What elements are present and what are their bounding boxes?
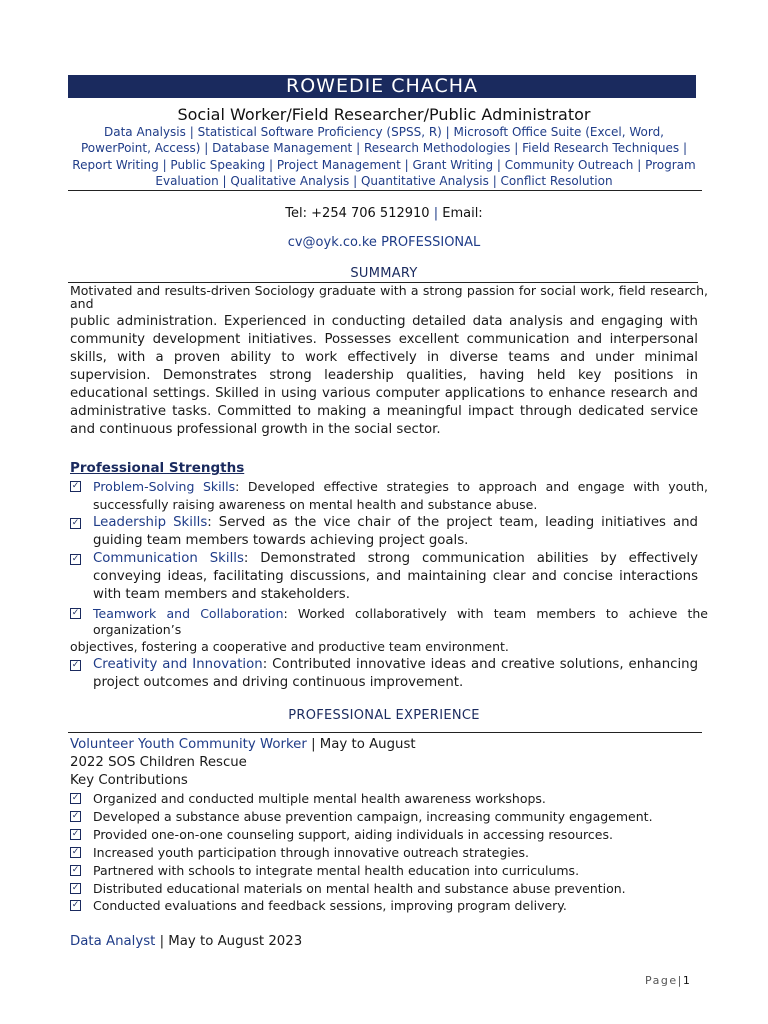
skill-tag: Report Writing — [72, 157, 159, 172]
strength-text: : Contributed innovative ideas and creative solutions, enhancing project outcomes and driving continuous improvement. — [93, 657, 699, 690]
strength-term: Creativity and Innovation — [93, 657, 263, 672]
job-1-contrib-heading: Key Contributions — [70, 773, 188, 788]
summary-first-line: Motivated and results-driven Sociology graduate with a strong passion for social work, field research, and — [70, 283, 708, 311]
contribution-item — [70, 808, 708, 826]
professional-word: PROFESSIONAL — [381, 235, 481, 250]
skill-separator: | — [265, 157, 277, 172]
skill-tag: Quantitative Analysis — [360, 174, 489, 189]
header-divider — [68, 190, 702, 191]
strength-item — [70, 514, 698, 550]
experience-title: PROFESSIONAL EXPERIENCE — [288, 708, 480, 723]
strength-text: : Worked collaboratively with team members to achieve the organization’s — [93, 606, 708, 637]
page-number: 1 — [682, 974, 690, 987]
skill-tag: Database Management — [212, 141, 353, 156]
checkbox-icon: ✓ — [71, 846, 80, 857]
strength-item-continuation — [70, 638, 708, 656]
job-1-title-line — [70, 736, 416, 754]
contribution-item — [70, 880, 708, 898]
contribution-text: Developed a substance abuse prevention campaign, increasing community engagement. — [93, 808, 653, 824]
job-2-title-line — [70, 933, 302, 951]
skill-separator: | — [158, 157, 171, 172]
job-2-role: Data Analyst — [70, 934, 156, 949]
job-2-period: | May to August 2023 — [155, 934, 303, 949]
job-1-bullets — [70, 790, 708, 915]
contribution-item — [70, 790, 708, 808]
contribution-item — [70, 862, 708, 880]
summary-title: SUMMARY — [350, 266, 418, 281]
page-word: Page — [645, 974, 678, 987]
page-footer — [645, 974, 690, 987]
checkbox-icon: ✓ — [71, 828, 80, 839]
strengths-list — [70, 478, 708, 692]
skill-separator: | — [185, 125, 198, 139]
skill-tag: Conflict Resolution — [500, 174, 613, 189]
checkbox-icon: ✓ — [71, 882, 80, 893]
contribution-item — [70, 897, 708, 915]
skill-separator: | — [352, 141, 364, 156]
skill-tag: Grant Writing — [412, 157, 494, 172]
strength-item — [70, 656, 698, 692]
skills-line — [68, 124, 700, 190]
skill-tag: Data Analysis — [103, 125, 186, 139]
skill-separator: | — [679, 141, 687, 156]
job-1-org: 2022 SOS Children Rescue — [70, 755, 247, 770]
skill-separator: | — [400, 157, 413, 172]
name-banner: ROWEDIE CHACHA — [68, 75, 696, 98]
skill-tag: Microsoft Office Suite (Excel, Word, PowerPoint, Access) — [81, 125, 664, 156]
strength-term: Leadership Skills — [93, 515, 208, 530]
contribution-text: Conducted evaluations and feedback sessions, improving program delivery. — [93, 898, 567, 914]
contribution-text: Partnered with schools to integrate mental health education into curriculums. — [93, 862, 580, 878]
skill-separator: | — [349, 174, 361, 189]
skill-tag: Community Outreach — [504, 157, 634, 172]
contribution-item — [70, 844, 708, 862]
skill-separator: | — [441, 125, 454, 139]
checkbox-icon: ✓ — [71, 481, 80, 491]
checkbox-icon: ✓ — [71, 608, 80, 618]
strength-text-continuation: objectives, fostering a cooperative and productive team environment. — [70, 639, 509, 654]
skill-separator: | — [200, 141, 213, 156]
skill-tag: Qualitative Analysis — [230, 174, 350, 189]
contribution-text: Increased youth participation through innovative outreach strategies. — [93, 844, 529, 860]
job-1-period: | May to August — [306, 737, 416, 752]
skill-tag: Statistical Software Proficiency (SPSS, R) — [197, 125, 442, 139]
contact-separator: | — [433, 206, 439, 221]
skill-tag: Public Speaking — [170, 157, 266, 172]
contribution-text: Organized and conducted multiple mental health awareness workshops. — [93, 791, 546, 806]
checkbox-icon: ✓ — [71, 810, 80, 821]
skill-separator: | — [510, 141, 523, 156]
skill-separator: | — [633, 157, 646, 172]
strength-text: : Served as the vice chair of the project team, leading initiatives and guiding team members towards achieving project goals. — [93, 515, 698, 548]
experience-divider — [68, 732, 702, 733]
strength-term: Teamwork and Collaboration — [93, 606, 284, 621]
strength-term: Problem-Solving Skills — [93, 479, 236, 494]
contribution-item — [70, 826, 708, 844]
skill-separator: | — [493, 157, 505, 172]
summary-body: public administration. Experienced in conducting detailed data analysis and engaging with community development initiatives. Possesses excellent communication and interpersonal skills, with a proven ability to work effectively in diverse teams and under minimal supervision. Demonstrates strong leadership qualities, having held key positions in educational settings. Skilled in using various computer applications to enhance research and administrative tasks. Committed to making a meaningful impact through dedicated service and continuous professional growth in the social sector. — [70, 314, 698, 437]
strengths-heading: Professional Strengths — [70, 460, 245, 476]
contact-email-line — [68, 234, 700, 252]
skill-tag: Program Evaluation — [155, 157, 696, 189]
skill-tag: Field Research Techniques — [522, 141, 680, 156]
checkbox-icon: ✓ — [71, 864, 80, 875]
contact-phone-line — [68, 205, 700, 223]
footer-separator: | — [677, 974, 683, 987]
strength-term: Communication Skills — [93, 551, 244, 566]
contribution-text: Provided one-on-one counseling support, aiding individuals in accessing resources. — [93, 826, 613, 842]
strength-item — [70, 604, 708, 638]
checkbox-icon: ✓ — [71, 518, 80, 528]
skill-separator: | — [488, 174, 501, 189]
skill-separator: | — [218, 174, 231, 189]
strength-text: : Demonstrated strong communication abilities by effectively conveying ideas, facilitating discussions, and maintaining clear and concise interactions with team members and stakeholders. — [93, 551, 698, 602]
phone: Tel: +254 706 512910 — [285, 206, 430, 221]
job-1-role: Volunteer Youth Community Worker — [70, 737, 307, 752]
checkbox-icon: ✓ — [71, 660, 80, 670]
checkbox-icon: ✓ — [71, 793, 80, 803]
strength-item — [70, 550, 698, 604]
strength-item — [70, 478, 708, 514]
checkbox-icon: ✓ — [71, 554, 80, 564]
contribution-text: Distributed educational materials on mental health and substance abuse prevention. — [93, 880, 626, 896]
email-link[interactable]: cv@oyk.co.ke — [287, 235, 377, 250]
checkbox-icon: ✓ — [71, 900, 80, 911]
strength-text: : Developed effective strategies to approach and engage with youth, successfully raising awareness on mental health and substance abuse. — [93, 479, 708, 512]
headline: Social Worker/Field Researcher/Public Administrator — [177, 105, 591, 124]
skill-tag: Research Methodologies — [363, 141, 511, 156]
email-label: Email: — [442, 206, 483, 221]
skill-tag: Project Management — [276, 157, 401, 172]
